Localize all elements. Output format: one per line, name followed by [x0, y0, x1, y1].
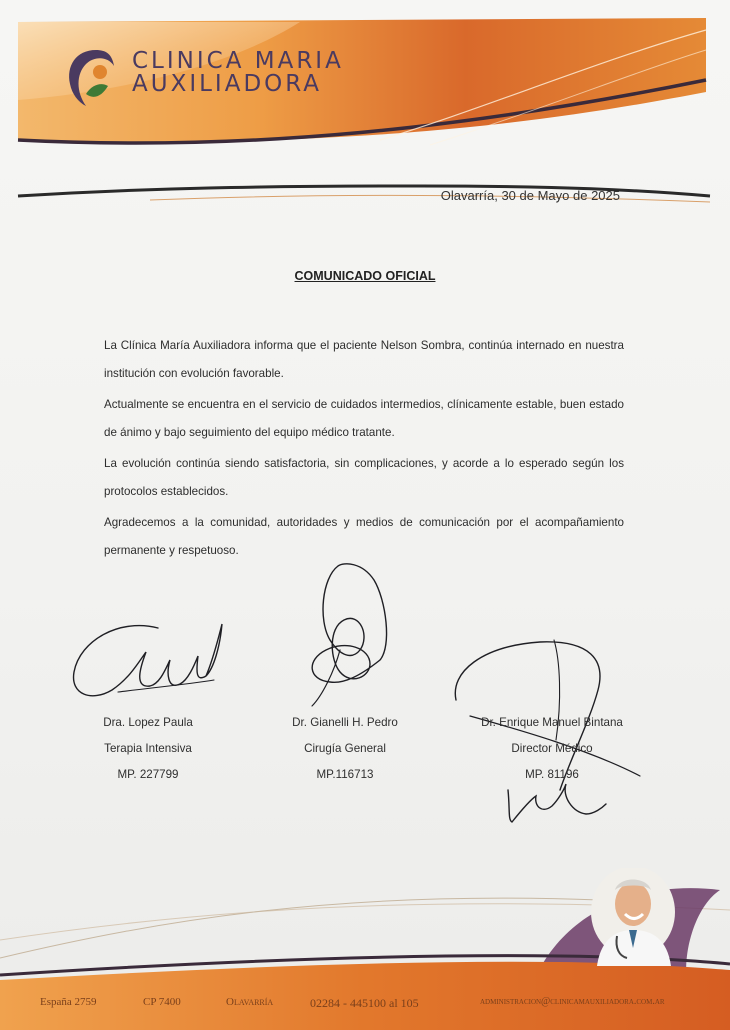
signature-gianelli: [312, 564, 386, 682]
clinic-logo-icon: [62, 44, 124, 110]
footer-street: España 2759: [40, 996, 97, 1008]
signatory-role: Cirugía General: [304, 742, 386, 755]
doctor-photo: [585, 868, 680, 966]
signatory-mp: MP. 227799: [117, 768, 179, 781]
clinic-name-line1: CLINICA MARIA: [132, 48, 344, 74]
paragraph: La evolución continúa siendo satisfactoria, sin complicaciones, y acorde a lo esperado según los protocolos establecidos.: [104, 457, 624, 498]
paragraph: Actualmente se encuentra en el servicio de cuidados intermedios, clínicamente estable, buen estado de ánimo y bajo seguimiento del equipo médico tratante.: [104, 398, 624, 439]
signatory-name: Dr. Enrique Manuel Bintana: [481, 716, 623, 729]
footer-email: administracion@clinicamauxiliadora.com.ar: [480, 996, 665, 1007]
signatory-role: Terapia Intensiva: [104, 742, 192, 755]
footer-postal: CP 7400: [143, 996, 181, 1008]
letter-title-wrap: [0, 267, 730, 285]
signature-lopez: [74, 624, 222, 696]
signatory-mp: MP. 81196: [525, 768, 579, 781]
letter-date: Olavarría, 30 de Mayo de 2025: [440, 188, 620, 203]
paragraph: Agradecemos a la comunidad, autoridades y medios de comunicación por el acompañamiento permanente y respetuoso.: [104, 516, 624, 557]
letter-body: [104, 332, 624, 568]
footer-phone: 02284 - 445100 al 105: [310, 996, 419, 1010]
signatory-1: [78, 710, 218, 788]
signatory-2: [270, 710, 420, 788]
paragraph: La Clínica María Auxiliadora informa que el paciente Nelson Sombra, continúa internado en nuestra institución con evolución favorable.: [104, 339, 624, 380]
header-banner: [0, 0, 730, 230]
letter-title: COMUNICADO OFICIAL: [294, 269, 436, 283]
signatory-3: [462, 710, 642, 788]
signatory-mp: MP.116713: [316, 768, 374, 781]
clinic-name-line2: AUXILIADORA: [132, 71, 323, 97]
signatory-name: Dra. Lopez Paula: [103, 716, 193, 729]
signatory-name: Dr. Gianelli H. Pedro: [292, 716, 398, 729]
footer-city: Olavarría: [226, 996, 274, 1008]
clinic-name: [132, 50, 344, 96]
signatory-role: Director Médico: [511, 742, 593, 755]
